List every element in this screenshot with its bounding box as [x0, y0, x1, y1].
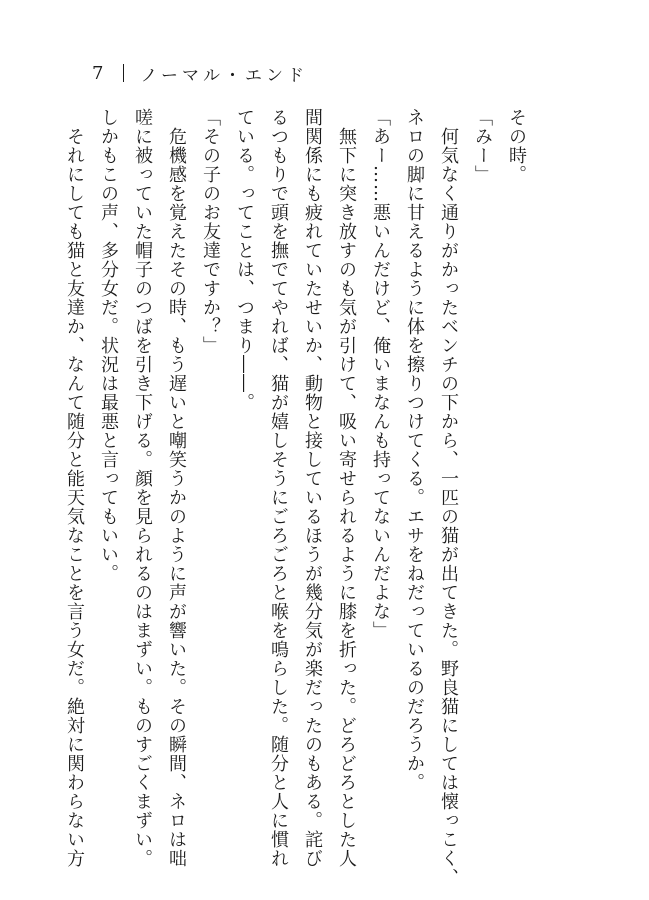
text-line: 「その子のお友達ですか？」	[200, 108, 221, 355]
text-line: その時。	[506, 108, 527, 184]
text-line: 嗟に被っていた帽子のつばを引き下げる。顔を見られるのはまずい。ものすごくまずい。	[132, 108, 153, 868]
header-divider	[123, 64, 124, 82]
text-line: 無下に突き放すのも気が引けて、吸い寄せられるように膝を折った。どろどろとした人	[336, 108, 357, 868]
page-number: 7	[92, 62, 106, 84]
text-line: ネロの脚に甘えるように体を擦りつけてくる。エサをねだっているのだろうか。	[404, 108, 425, 792]
text-line: 「みー」	[472, 108, 493, 184]
text-line: るつもりで頭を撫でてやれば、猫が嬉しそうにごろごろと喉を鳴らした。随分と人に慣れ	[268, 108, 289, 868]
text-line: それにしても猫と友達か、なんて随分と能天気なことを言う女だ。絶対に関わらない方	[64, 108, 85, 868]
text-line: 何気なく通りがかったベンチの下から、一匹の猫が出てきた。野良猫にしては懐っこく、	[438, 108, 459, 887]
chapter-title: ノーマル・エンド	[140, 65, 308, 86]
text-line: 危機感を覚えたその時、もう遅いと嘲笑うかのように声が響いた。その瞬間、ネロは咄	[166, 108, 187, 868]
text-line: しかもこの声、多分女だ。状況は最悪と言ってもいい。	[98, 108, 119, 583]
text-line: 「あー……悪いんだけど、俺いまなんも持ってないんだよな」	[370, 108, 391, 640]
text-line: 間関係にも疲れていたせいか、動物と接しているほうが幾分気が楽だったのもある。詫び	[302, 108, 323, 868]
running-header	[92, 60, 308, 86]
text-line: ている。ってことは、つまり――。	[234, 108, 255, 412]
vertical-body-text	[57, 108, 533, 887]
